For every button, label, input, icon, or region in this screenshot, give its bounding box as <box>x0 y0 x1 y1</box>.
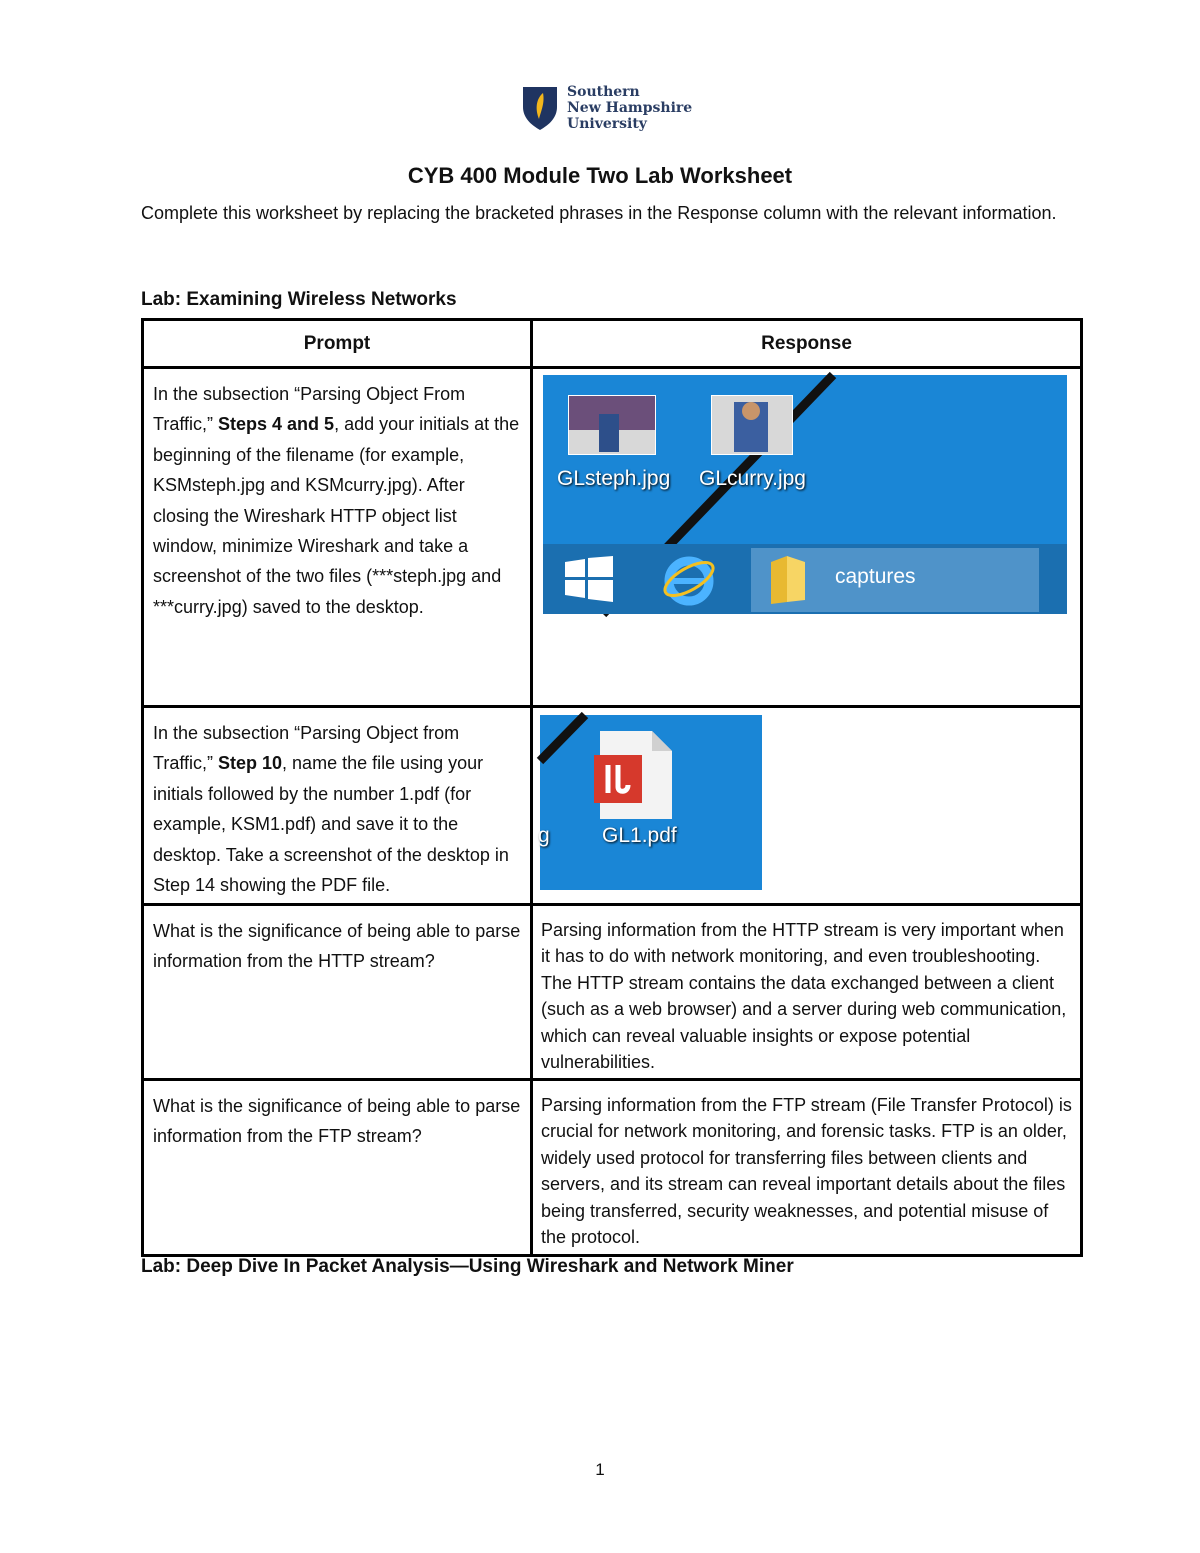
prompt-step-ref: Step 10 <box>218 753 283 774</box>
section-heading-wireless: Lab: Examining Wireless Networks <box>141 289 457 310</box>
cut-off-file-label: g <box>538 824 550 847</box>
taskbar-folder-button[interactable] <box>751 548 1039 612</box>
response-column-header: Response <box>532 320 1082 368</box>
folder-icon <box>767 554 811 606</box>
table-header-row <box>143 320 1082 368</box>
image-thumbnail-icon <box>568 395 656 455</box>
table-row <box>143 707 1082 905</box>
logo-line-1: Southern <box>567 84 640 100</box>
prompt-cell <box>143 368 532 707</box>
prompt-text: , name the file using your initials followed by the number 1.pdf (for example, KSM1.pdf) and save it to the desktop. Take a screenshot of the desktop in Step 14 showing the PDF file. <box>153 753 509 896</box>
internet-explorer-icon <box>661 551 717 607</box>
response-cell: Parsing information from the FTP stream (File Transfer Protocol) is crucial for network monitoring, and forensic tasks. FTP is an older, widely used protocol for transferring files between clients and servers, and its stream can reveal important details about the files being transferred, security weaknesses, and potential misuse of the protocol. <box>532 1080 1082 1256</box>
windows-start-icon <box>565 556 615 602</box>
taskbar <box>543 544 1067 614</box>
document-title: CYB 400 Module Two Lab Worksheet <box>407 163 793 188</box>
desktop-screenshot-jpgs <box>543 375 1067 614</box>
prompt-step-ref: Steps 4 and 5 <box>218 414 335 435</box>
file-label-pdf: GL1.pdf <box>602 824 677 847</box>
response-cell <box>532 707 1082 905</box>
prompt-text: In the subsection “Parsing Object From Traffic,” <box>153 384 466 435</box>
page-number: 1 <box>595 1460 605 1479</box>
logo-wordmark <box>567 84 692 132</box>
table-row <box>143 1080 1082 1256</box>
desktop-screenshot-pdf <box>540 715 762 890</box>
image-thumbnail-icon <box>711 395 793 455</box>
shield-logo-icon <box>521 85 559 131</box>
university-logo <box>521 84 691 132</box>
prompt-cell: What is the significance of being able to parse information from the FTP stream? <box>143 1080 532 1256</box>
table-row <box>143 905 1082 1080</box>
response-cell <box>532 368 1082 707</box>
file-label-steph: GLsteph.jpg <box>557 467 671 490</box>
intro-paragraph: Complete this worksheet by replacing the bracketed phrases in the Response column with the relevant information. <box>141 203 1057 223</box>
prompt-column-header: Prompt <box>143 320 532 368</box>
file-label-curry: GLcurry.jpg <box>699 467 806 490</box>
prompt-text: , add your initials at the beginning of the filename (for example, KSMsteph.jpg and KSMcurry.jpg). After closing the Wireshark HTTP object list window, minimize Wireshark and take a screenshot of the two files (***steph.jpg and ***curry.jpg) saved to the desktop. <box>153 414 520 617</box>
worksheet-table <box>141 318 1083 1257</box>
pdf-file-icon <box>594 729 674 821</box>
prompt-cell: What is the significance of being able to parse information from the HTTP stream? <box>143 905 532 1080</box>
prompt-text: In the subsection “Parsing Object from Traffic,” <box>153 723 460 774</box>
logo-line-2: New Hampshire <box>567 100 693 116</box>
taskbar-folder-label: captures <box>835 565 916 588</box>
response-cell: Parsing information from the HTTP stream is very important when it has to do with network monitoring, and even troubleshooting. The HTTP stream contains the data exchanged between a client (such as a web browser) and a server during web communication, which can reveal valuable insights or expose potential vulnerabilities. <box>532 905 1082 1080</box>
table-row <box>143 368 1082 707</box>
logo-line-3: University <box>567 116 647 132</box>
section-heading-packet-analysis: Lab: Deep Dive In Packet Analysis—Using Wireshark and Network Miner <box>141 1256 794 1277</box>
prompt-cell <box>143 707 532 905</box>
